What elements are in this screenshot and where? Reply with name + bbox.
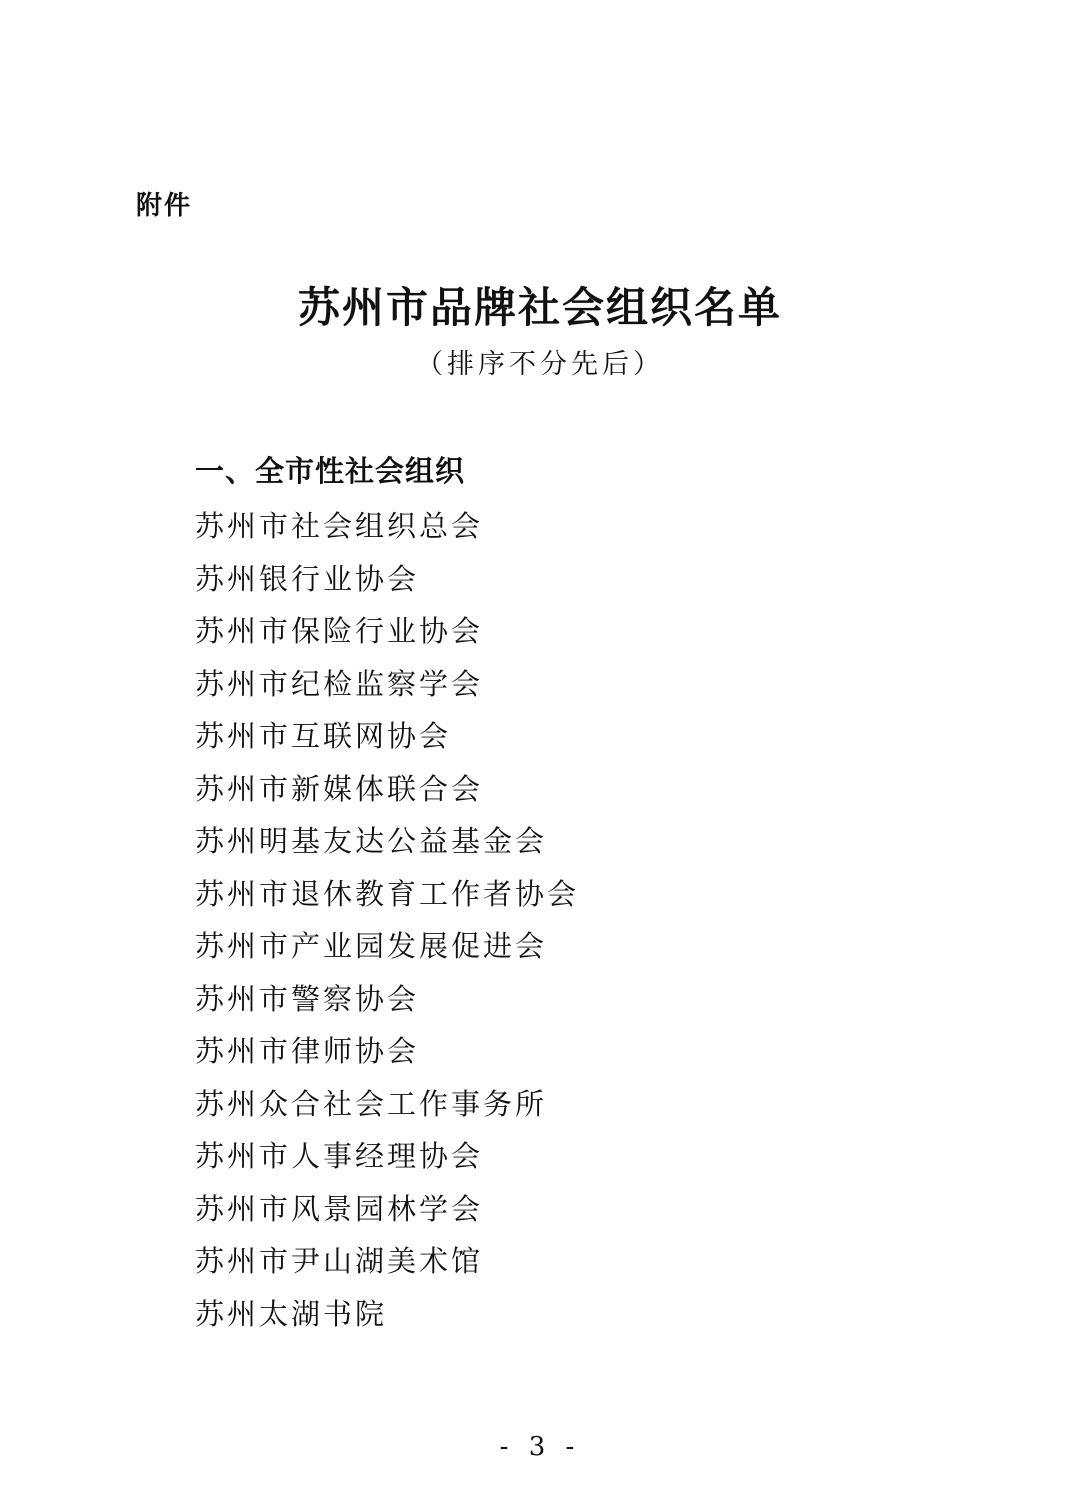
document-title: 苏州市品牌社会组织名单 [297,283,782,332]
list-item: 苏州市人事经理协会 [195,1139,484,1173]
list-item: 苏州市退休教育工作者协会 [195,876,580,911]
list-item: 苏州市尹山湖美术馆 [195,1244,484,1278]
list-item: 苏州市互联网协会 [195,719,452,753]
organization-list [195,508,579,1348]
list-item: 苏州市律师协会 [195,1034,420,1068]
list-item: 苏州市社会组织总会 [195,509,484,543]
list-item: 苏州市风景园林学会 [195,1191,484,1226]
list-item: 苏州市警察协会 [195,981,420,1016]
list-item: 苏州市新媒体联合会 [195,771,484,806]
list-item: 苏州市产业园发展促进会 [195,929,548,963]
list-item: 苏州众合社会工作事务所 [195,1086,548,1121]
list-item: 苏州市纪检监察学会 [195,666,484,701]
section-heading: 一、全市性社会组织 [195,454,466,488]
list-item: 苏州太湖书院 [195,1296,388,1331]
page-number: - 3 - [499,1432,581,1462]
document-subtitle: （排序不分先后） [416,349,664,380]
list-item: 苏州银行业协会 [195,561,420,596]
list-item: 苏州明基友达公益基金会 [195,824,548,858]
attachment-label: 附件 [136,191,193,221]
list-item: 苏州市保险行业协会 [195,614,484,648]
